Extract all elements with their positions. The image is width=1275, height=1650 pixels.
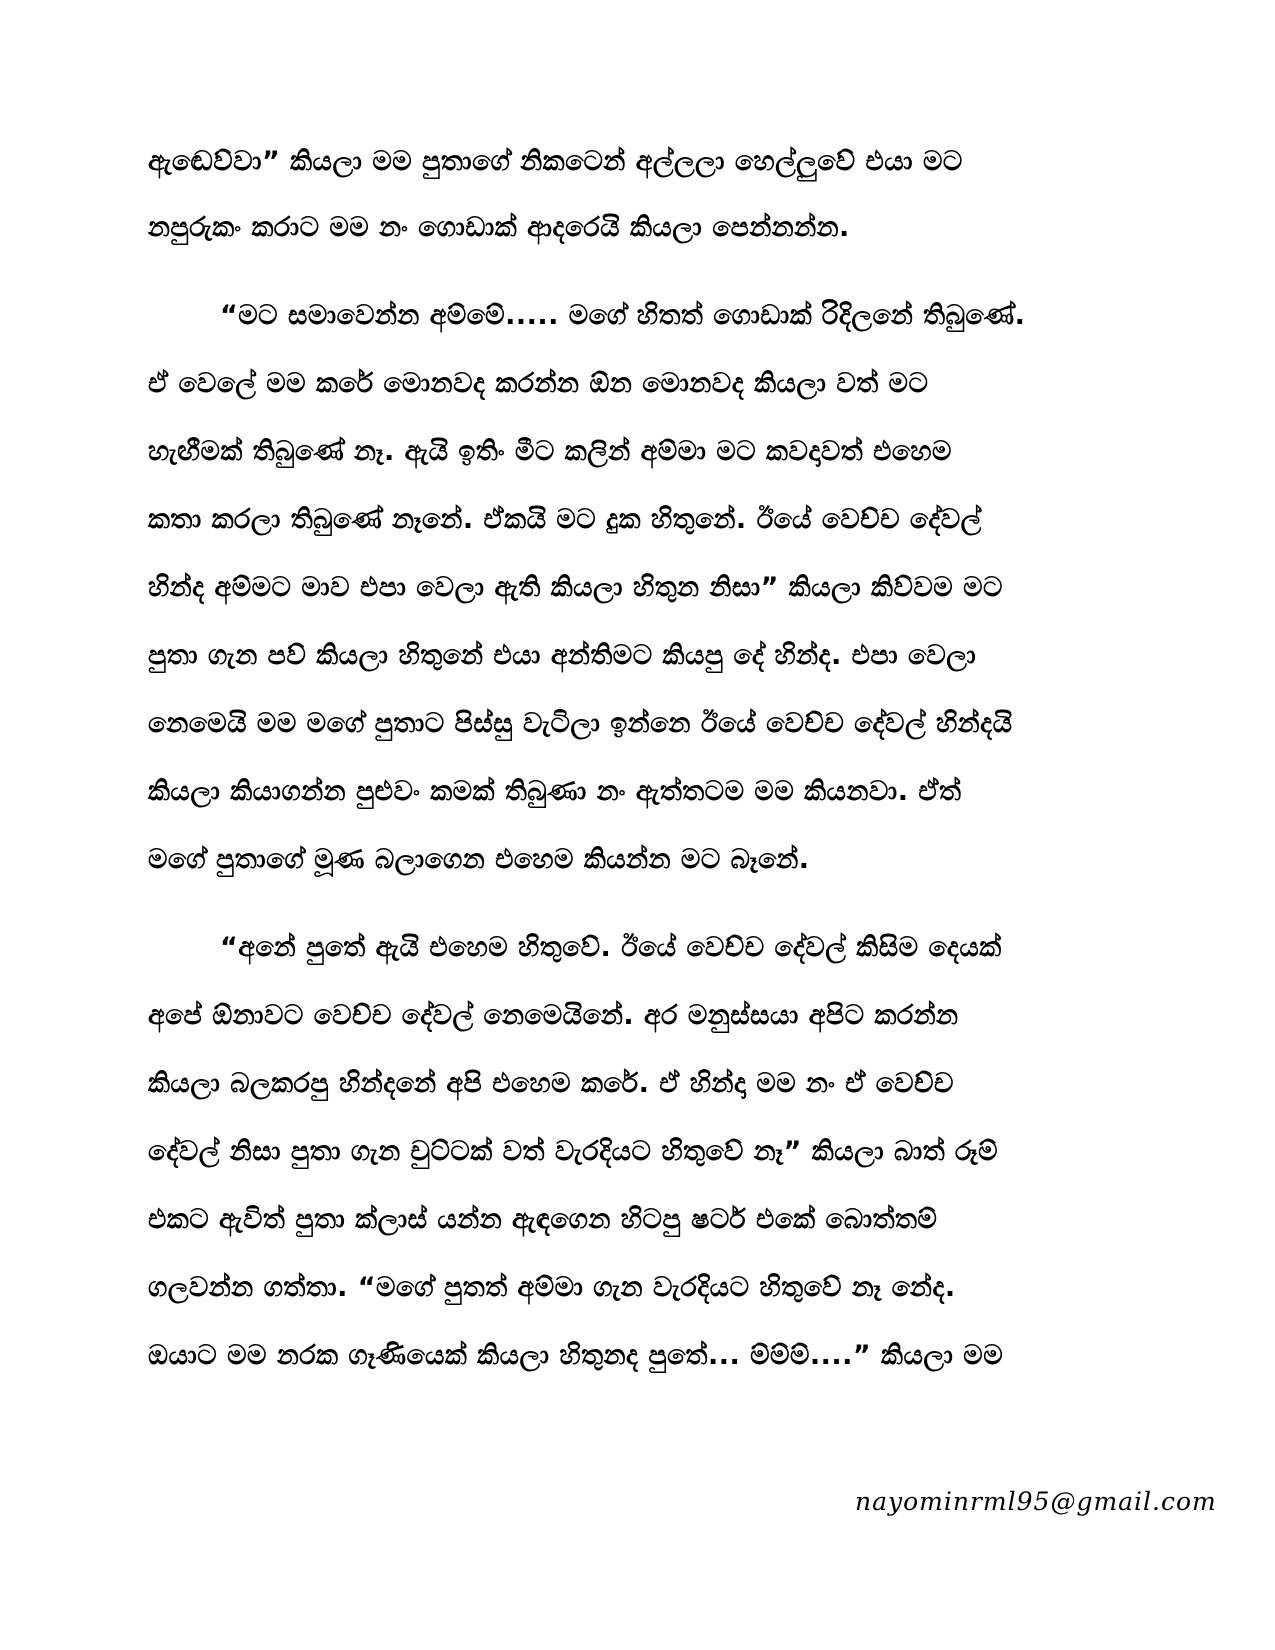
text-line: කියලා කියාගන්න පුළුවං කමක් තිබුණා නං ඇත්තටම මම කියනවා. ඒත් [148,776,962,807]
text-line: පුතා ගැන පව් කියලා හිතුනේ එයා අන්තිමට කියපු දේ හින්ද. එපා වෙලා [148,640,977,671]
text-line: කියලා බලකරපු හින්දනේ අපි එහෙම කරේ. ඒ හින්දා මම නං ඒ වෙච්ච [148,1068,954,1099]
text-line: කතා කරලා තිබුණේ නෑනේ. ඒකයි මට දුක හිතුනේ. ඊයේ වෙච්ච දේවල් [148,504,982,535]
text-line: නෙමෙයි මම මගේ පුතාට පිස්සු වැටිලා ඉන්නෙ ඊයේ වෙච්ච දේවල් හින්දයි [148,708,1013,739]
text-line: ඇඬෙව්වා” කියලා මම පුතාගේ නිකටෙන් අල්ලලා හෙල්ලුවේ එයා මට [148,146,963,177]
text-line: අපේ ඕනාවට වෙච්ච දේවල් නෙමෙයිනේ. අර මනුස්සයා අපිට කරන්න [148,1000,959,1031]
text-line: ගලවන්න ගත්තා. “මගේ පුතත් අම්මා ගැන වැරදියට හිතුවේ නෑ නේද. [148,1272,956,1303]
text-line: හින්ද අම්මට මාව එපා වෙලා ඇති කියලා හිතුන නිසා” කියලා කිව්වම මට [148,572,1003,603]
text-line: දේවල් නිසා පුතා ගැන චුට්ටක් වත් වැරදියට හිතුවේ නෑ” කියලා බාත් රූම් [148,1136,998,1167]
text-line: ඒ වෙලේ මම කරේ මොනවද කරන්න ඕන මොනවද කියලා වත් මට [148,368,929,399]
paragraph-start-line: “අනේ පුතේ ඇයි එහෙම හිතුවේ. ඊයේ වෙච්ච දේවල් කිසිම දෙයක් [220,932,1002,963]
text-line: එකට ඇවිත් පුතා ක්ලාස් යන්න ඇඳගෙන හිටපු ෂර්ට එකේ බොත්තම් [148,1204,938,1235]
paragraph-start-line: “මට සමාවෙන්න අම්මේ..... මගේ හිතත් ගොඩාක් රිදිලනේ තිබුණේ. [220,300,1026,331]
footer-email: nayominrml95@gmail.com [855,1487,1217,1516]
text-line: නපුරුකං කරාට මම නං ගොඩාක් ආදරෙයි කියලා පෙන්නන්න. [148,212,850,243]
text-line: මගේ පුතාගේ මූණ බලාගෙන එහෙම කියන්න මට බෑනේ. [148,844,810,875]
text-line: ඔයාට මම නරක ගෑණියෙක් කියලා හිතුනද පුතේ... ම්ම්ම්....” කියලා මම [148,1340,1004,1371]
text-line: හැඟීමක් තිබුණේ නෑ. ඇයි ඉතිං මීට කලින් අම්මා මට කවදාවත් එහෙම [148,436,952,467]
